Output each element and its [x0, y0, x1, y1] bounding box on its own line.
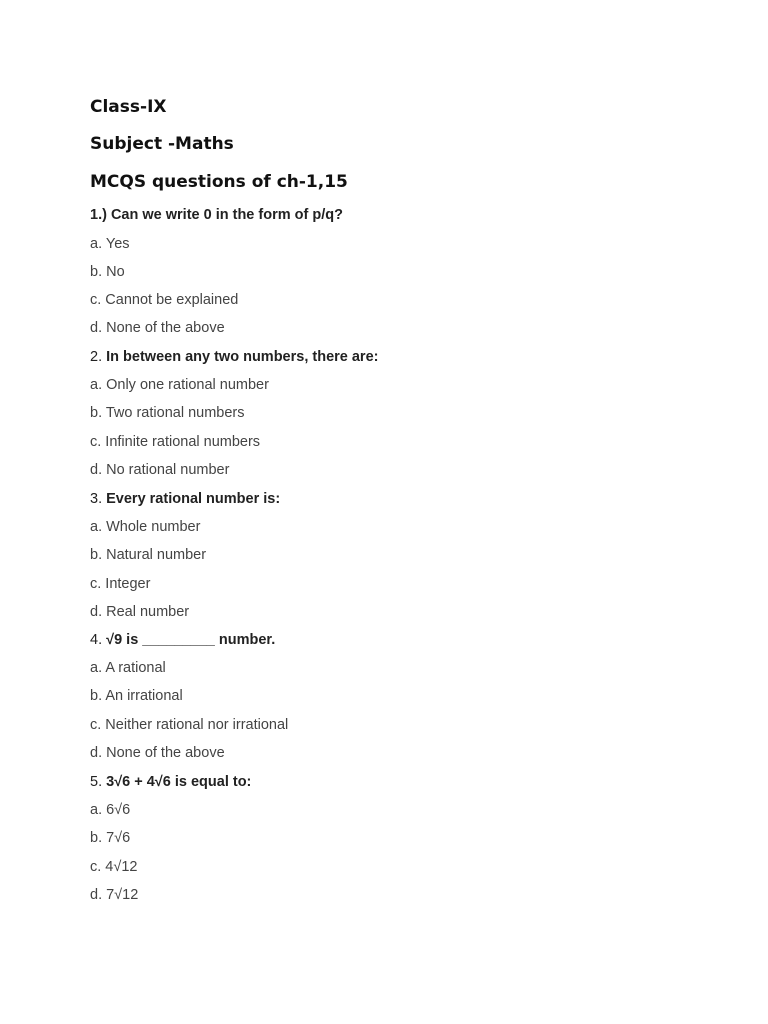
- question-3: [90, 489, 280, 509]
- document-title: MCQS questions of ch-1,15: [90, 172, 348, 192]
- question-2-number: 2.: [90, 349, 103, 365]
- question-3-option-a: a. Whole number: [90, 519, 201, 535]
- question-3-option-c: c. Integer: [90, 576, 151, 592]
- question-5-option-b: b. 7√6: [90, 830, 131, 846]
- question-2: [90, 347, 378, 367]
- question-5-option-a: a. 6√6: [90, 802, 131, 818]
- question-1-option-d: d. None of the above: [90, 320, 225, 336]
- question-4: [90, 630, 275, 650]
- question-3-number: 3.: [90, 491, 103, 507]
- subject-heading: Subject -Maths: [90, 134, 234, 154]
- question-5: [90, 772, 251, 792]
- question-3-option-b: b. Natural number: [90, 547, 207, 563]
- question-2-option-c: c. Infinite rational numbers: [90, 434, 261, 450]
- question-5-option-c: c. 4√12: [90, 859, 138, 875]
- question-1-text: 1.) Can we write 0 in the form of p/q?: [90, 207, 343, 223]
- class-heading: Class-IX: [90, 97, 167, 117]
- question-1: [90, 205, 343, 225]
- question-2-option-a: a. Only one rational number: [90, 377, 269, 393]
- question-2-option-b: b. Two rational numbers: [90, 405, 245, 421]
- question-4-option-a: a. A rational: [90, 660, 166, 676]
- question-3-option-d: d. Real number: [90, 604, 190, 620]
- question-3-text: Every rational number is:: [106, 491, 281, 507]
- question-4-option-d: d. None of the above: [90, 745, 225, 761]
- question-4-option-b: b. An irrational: [90, 688, 183, 704]
- question-5-option-d: d. 7√12: [90, 887, 139, 903]
- question-2-option-d: d. No rational number: [90, 462, 230, 478]
- question-5-text: 3√6 + 4√6 is equal to:: [106, 774, 252, 790]
- question-4-number: 4.: [90, 632, 103, 648]
- question-4-option-c: c. Neither rational nor irrational: [90, 717, 289, 733]
- question-5-number: 5.: [90, 774, 103, 790]
- question-4-text: √9 is _________ number.: [106, 632, 276, 648]
- question-1-option-b: b. No: [90, 264, 125, 280]
- question-2-text: In between any two numbers, there are:: [106, 349, 379, 365]
- question-1-option-c: c. Cannot be explained: [90, 292, 239, 308]
- question-1-option-a: a. Yes: [90, 236, 130, 252]
